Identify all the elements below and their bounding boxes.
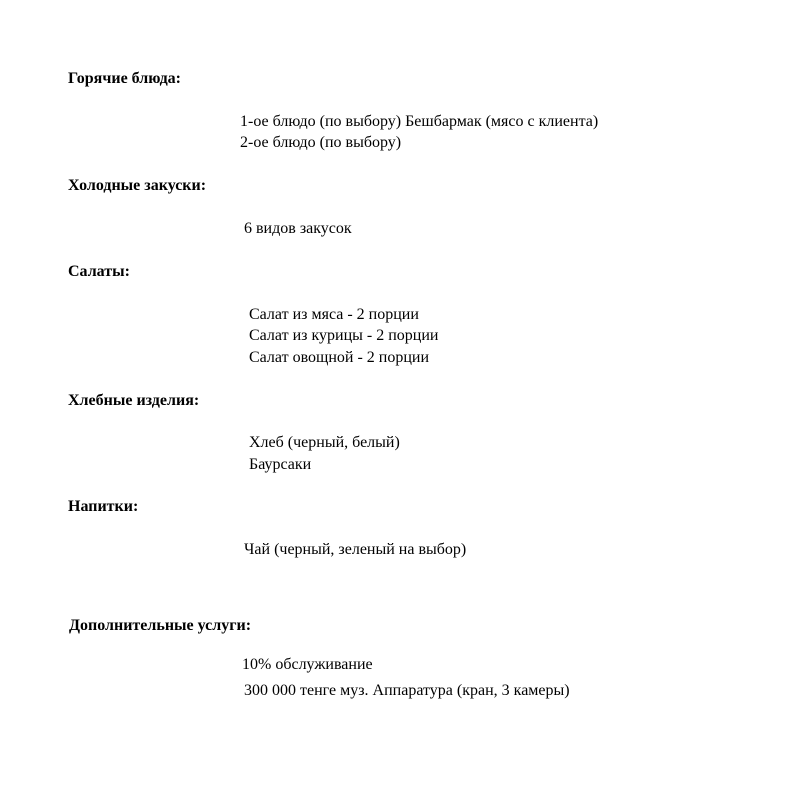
menu-item: 6 видов закусок	[244, 220, 352, 237]
menu-item: 2-ое блюдо (по выбору)	[240, 134, 402, 151]
menu-item: Чай (черный, зеленый на выбор)	[244, 541, 467, 558]
menu-item: Салат из мяса - 2 порции	[249, 306, 419, 323]
section-heading-salads: Салаты:	[68, 263, 130, 280]
section-heading-hot-dishes: Горячие блюда:	[68, 70, 181, 87]
menu-item: Салат из курицы - 2 порции	[249, 327, 439, 344]
menu-item: 1-ое блюдо (по выбору) Бешбармак (мясо с клиента)	[240, 113, 599, 130]
menu-item: 10% обслуживание	[242, 656, 373, 673]
menu-item: Хлеб (черный, белый)	[249, 434, 400, 451]
section-heading-drinks: Напитки:	[68, 498, 139, 515]
section-heading-cold-appetizers: Холодные закуски:	[68, 177, 207, 194]
menu-item: Баурсаки	[249, 456, 312, 473]
menu-item: 300 000 тенге муз. Аппаратура (кран, 3 камеры)	[244, 682, 570, 699]
section-heading-bread: Хлебные изделия:	[68, 392, 200, 409]
section-heading-extra-services: Дополнительные услуги:	[69, 617, 252, 634]
menu-item: Салат овощной - 2 порции	[249, 349, 430, 366]
